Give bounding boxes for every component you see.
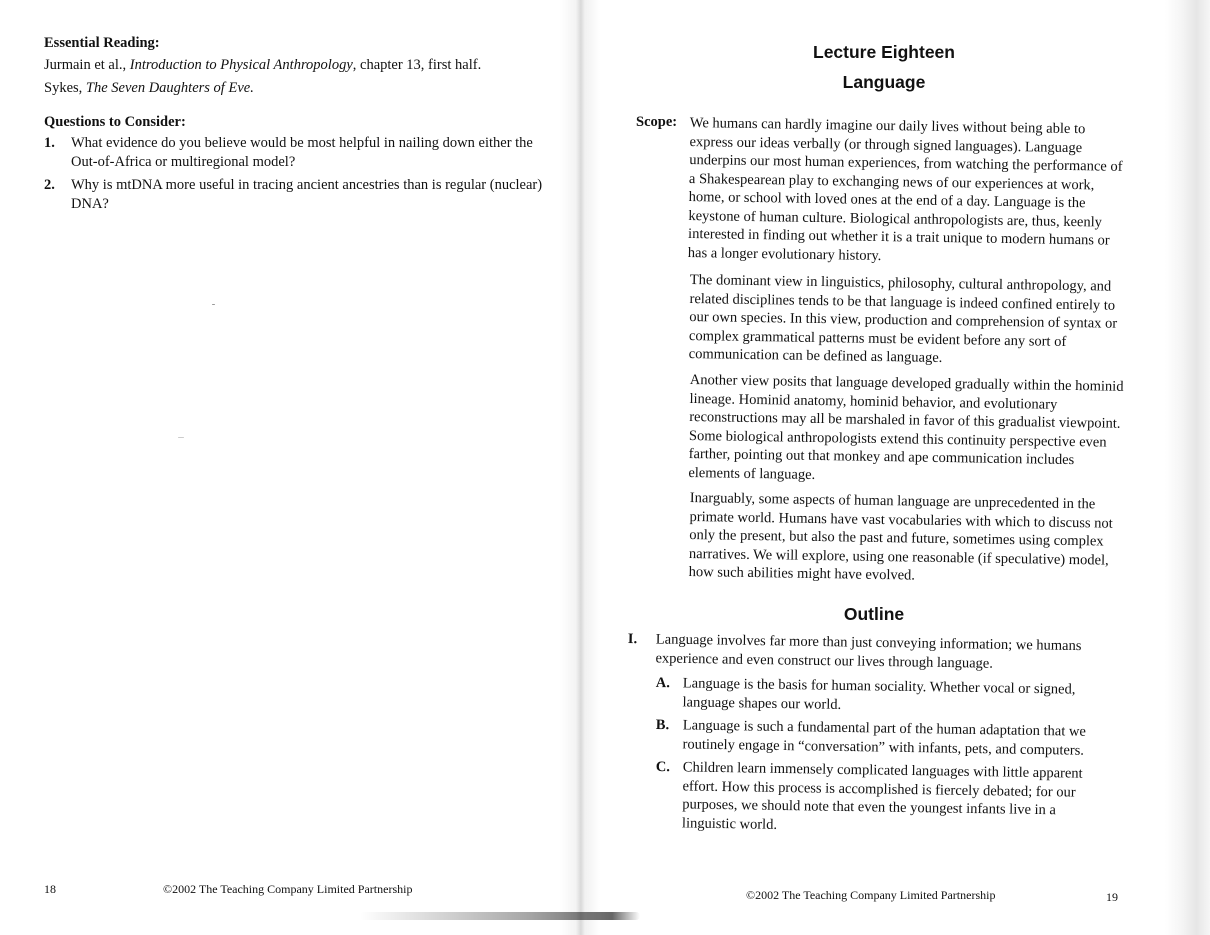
questions-heading: Questions to Consider:: [44, 114, 186, 130]
reading-detail: , chapter 13, first half.: [352, 57, 482, 73]
scope-paragraph: We humans can hardly imagine our daily lives without being able to express our ideas verbally (or through signed languages). Language underpins our most human experiences, from watching the performance of a Shakespearean play to exchanging news of our experiences at work, home, or school with loved ones at the end of a day. Language is the keystone of human culture. Biological anthropologists are, thus, keenly interested in finding out whether it is a trait unique to modern humans or has a longer evolutionary history.: [687, 114, 1123, 264]
outline-marker: I.: [627, 630, 638, 648]
reading-author: Jurmain et al.,: [44, 57, 130, 73]
outline-marker: C.: [655, 758, 671, 776]
reading-item: [44, 56, 564, 75]
scope-paragraph: The dominant view in linguistics, philosophy, cultural anthropology, and related disciplines tends to be that language is indeed confined entirely to our own species. In this view, production and comprehension of syntax or complex grammatical patterns must be evident before any sort of communication can be defined as language.: [688, 271, 1118, 366]
outline-marker: B.: [655, 716, 670, 734]
question-text: What evidence do you believe would be most helpful in nailing down either the Out-of-Africa or multiregional model?: [71, 135, 533, 170]
question-item: [44, 134, 544, 171]
question-number: 2.: [44, 177, 55, 193]
question-text: Why is mtDNA more useful in tracing ancient ancestries than is regular (nuclear) DNA?: [71, 177, 543, 212]
outline-text: Children learn immensely complicated languages with little apparent effort. How this process is accomplished is fiercely debated; for our purposes, we should note that even the youngest infants live in a linguistic world.: [681, 759, 1083, 833]
outline-subitem: [655, 716, 1106, 760]
left-page: [0, 0, 580, 935]
essential-reading-heading: Essential Reading:: [44, 35, 160, 51]
reading-title: Introduction to Physical Anthropology: [129, 57, 353, 73]
outline-text: Language is such a fundamental part of the human adaptation that we routinely engage in “conversation” with infants, pets, and computers.: [682, 717, 1086, 759]
question-item: [44, 176, 544, 213]
scope-label: Scope:: [636, 114, 678, 130]
reading-author: Sykes,: [44, 80, 86, 96]
question-number: 1.: [44, 135, 55, 151]
lecture-subtitle: Language: [842, 72, 926, 92]
scope-paragraph: Inarguably, some aspects of human language are unprecedented in the primate world. Humans have vast vocabularies with which to discuss not only the present, but also the past and future, sometimes using complex narratives. We will explore, using one reasonable (if speculative) model, how such abilities might have evolved.: [688, 489, 1113, 584]
right-page: [584, 0, 1210, 935]
page-number: 19: [1106, 890, 1118, 904]
reading-item: [44, 79, 564, 98]
outline-text: Language is the basis for human sociality. Whether vocal or signed, language shapes our world.: [682, 675, 1076, 713]
page-number: 18: [44, 882, 56, 896]
reading-title: The Seven Daughters of Eve.: [85, 80, 254, 96]
outline-subitem: [655, 674, 1106, 718]
outline-item: [627, 630, 1098, 674]
scope-paragraph: Another view posits that language developed gradually within the hominid lineage. Hominid anatomy, hominid behavior, and evolutionary reconstructions may all be marshaled in favor of this gradualist viewpoint. Some biological anthropologists extend this continuity perspective even farther, pointing out that monkey and ape communication includes elements of language.: [688, 371, 1124, 483]
copyright-footer: ©2002 The Teaching Company Limited Partnership: [163, 882, 413, 896]
outline-marker: A.: [655, 674, 671, 692]
scan-speck: [178, 437, 184, 438]
scan-speck: [212, 304, 215, 305]
lecture-title: Lecture Eighteen: [813, 42, 955, 62]
copyright-footer: ©2002 The Teaching Company Limited Partnership: [746, 888, 996, 902]
outline-heading: Outline: [843, 604, 905, 624]
outline-subitem: [655, 758, 1106, 839]
outline-text: Language involves far more than just conveying information; we humans experience and even construct our lives through language.: [655, 631, 1082, 672]
